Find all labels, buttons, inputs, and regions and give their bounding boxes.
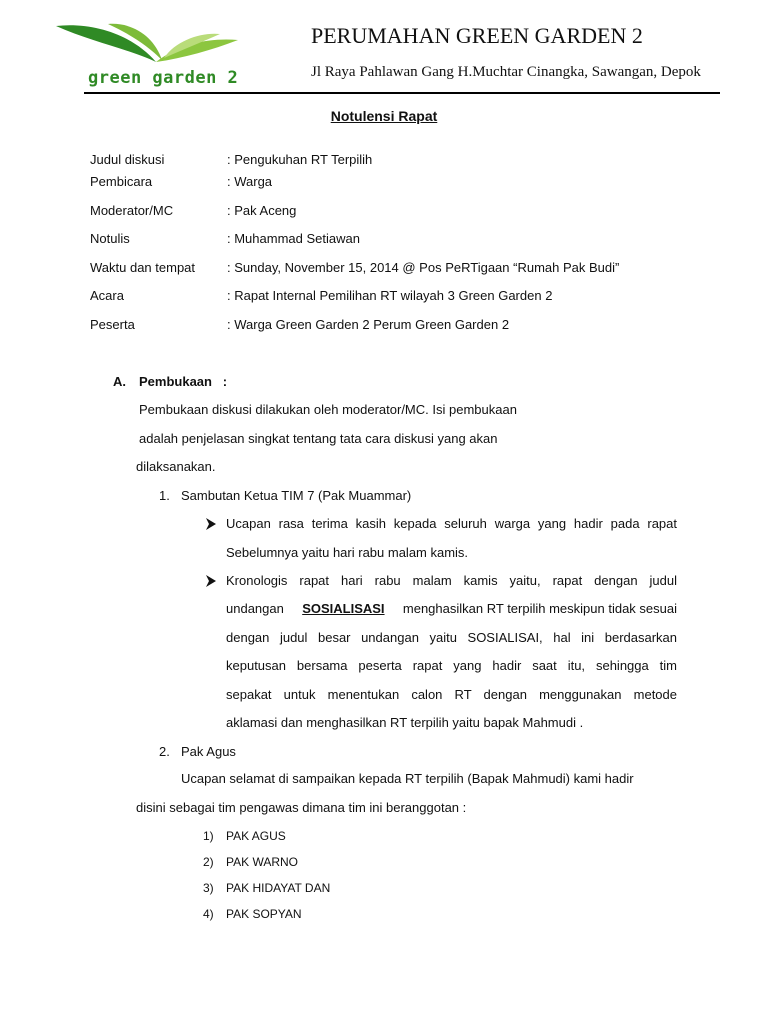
info-value-pembicara: : Warga bbox=[227, 174, 273, 189]
info-value-waktu: : Sunday, November 15, 2014 @ Pos PeRTigaan “Rumah Pak Budi” bbox=[227, 260, 620, 275]
logo-text: green garden 2 bbox=[88, 68, 239, 88]
arrow-bullet-icon bbox=[205, 574, 217, 588]
header-title: PERUMAHAN GREEN GARDEN 2 bbox=[311, 23, 643, 48]
header-divider bbox=[84, 92, 720, 94]
bullet-2-line: keputusan bersama peserta rapat yang hadir saat itu, sehingga tim bbox=[226, 658, 677, 673]
info-label-acara: Acara bbox=[90, 288, 124, 303]
bullet-1-line: Sebelumnya yaitu hari rabu malam kamis. bbox=[226, 545, 469, 560]
bullet-1-line: Ucapan rasa terima kasih kepada seluruh warga yang hadir pada rapat bbox=[226, 516, 677, 531]
section-a-paragraph-line: adalah penjelasan singkat tentang tata cara diskusi yang akan bbox=[139, 431, 498, 446]
info-label-waktu: Waktu dan tempat bbox=[90, 260, 196, 275]
member-name: PAK WARNO bbox=[226, 855, 299, 869]
info-value-acara: : Rapat Internal Pemilihan RT wilayah 3 Green Garden 2 bbox=[227, 288, 553, 303]
arrow-bullet-icon bbox=[205, 517, 217, 531]
bullet-2-line: dengan judul besar undangan yaitu SOSIALISAI, hal ini berdasarkan bbox=[226, 630, 677, 645]
info-value-judul: : Pengukuhan RT Terpilih bbox=[227, 152, 373, 167]
item-2-number: 2. bbox=[159, 744, 170, 759]
document-title: Notulensi Rapat bbox=[330, 108, 438, 124]
info-label-judul: Judul diskusi bbox=[90, 152, 165, 167]
info-label-moderator: Moderator/MC bbox=[90, 203, 174, 218]
item-2-label: Pak Agus bbox=[181, 744, 236, 759]
item-1-number: 1. bbox=[159, 488, 170, 503]
bullet-2-text: menghasilkan RT terpilih meskipun tidak sesuai bbox=[402, 601, 677, 616]
item-2-paragraph-line: disini sebagai tim pengawas dimana tim ini beranggotan : bbox=[136, 800, 467, 815]
section-a-paragraph-line: Pembukaan diskusi dilakukan oleh moderator/MC. Isi pembukaan bbox=[139, 402, 517, 417]
item-2-paragraph-line: Ucapan selamat di sampaikan kepada RT terpilih (Bapak Mahmudi) kami hadir bbox=[181, 771, 634, 786]
bullet-2-line: Kronologis rapat hari rabu malam kamis yaitu, rapat dengan judul bbox=[226, 573, 677, 588]
bullet-2-line bbox=[226, 601, 677, 617]
section-a-heading: Pembukaan : bbox=[139, 374, 228, 389]
header-address: Jl Raya Pahlawan Gang H.Muchtar Cinangka, Sawangan, Depok bbox=[311, 64, 701, 80]
info-label-peserta: Peserta bbox=[90, 317, 135, 332]
section-a-paragraph-line: dilaksanakan. bbox=[136, 459, 216, 474]
bullet-2-line: sepakat untuk menentukan calon RT dengan menggunakan metode bbox=[226, 687, 677, 702]
bullet-2-line: aklamasi dan menghasilkan RT terpilih yaitu bapak Mahmudi . bbox=[226, 715, 584, 730]
info-value-peserta: : Warga Green Garden 2 Perum Green Garden 2 bbox=[227, 317, 510, 332]
info-value-moderator: : Pak Aceng bbox=[227, 203, 297, 218]
member-number: 3) bbox=[203, 881, 214, 895]
member-name: PAK AGUS bbox=[226, 829, 286, 843]
section-a-marker: A. bbox=[113, 374, 126, 389]
leaf-logo-icon bbox=[52, 20, 242, 70]
emphasis-sosialisasi: SOSIALISASI bbox=[302, 601, 385, 616]
member-number: 4) bbox=[203, 907, 214, 921]
info-value-notulis: : Muhammad Setiawan bbox=[227, 231, 360, 246]
member-number: 2) bbox=[203, 855, 214, 869]
member-name: PAK SOPYAN bbox=[226, 907, 302, 921]
bullet-2-text: undangan bbox=[226, 601, 284, 616]
info-label-pembicara: Pembicara bbox=[90, 174, 153, 189]
member-name: PAK HIDAYAT DAN bbox=[226, 881, 331, 895]
info-label-notulis: Notulis bbox=[90, 231, 130, 246]
item-1-label: Sambutan Ketua TIM 7 (Pak Muammar) bbox=[181, 488, 412, 503]
member-number: 1) bbox=[203, 829, 214, 843]
